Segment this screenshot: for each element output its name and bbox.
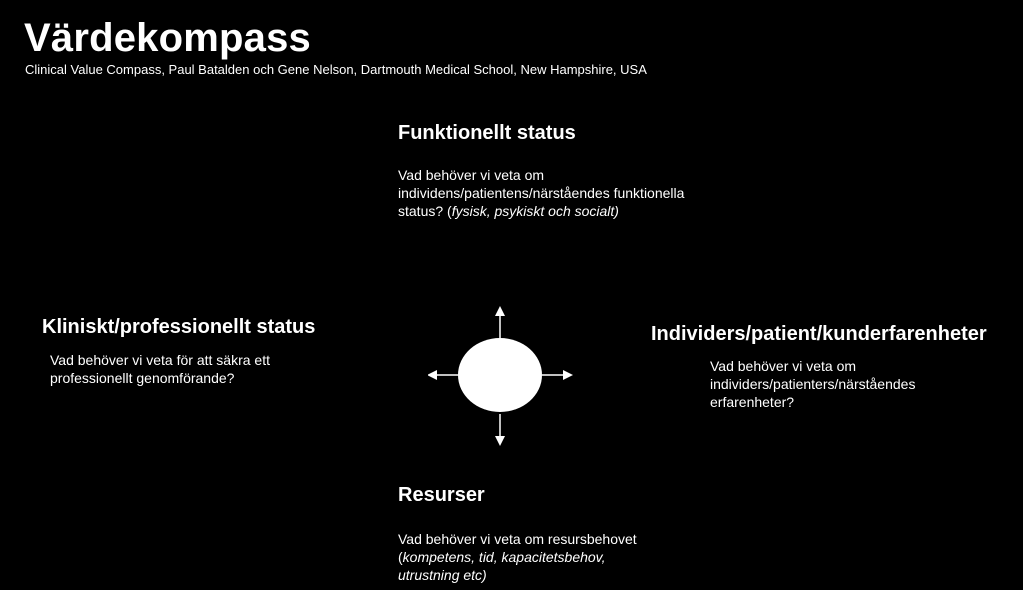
- functional-status-line-1: Vad behöver vi veta om: [398, 167, 545, 183]
- compass-graphic: [428, 306, 573, 446]
- functional-status-heading: Funktionellt status: [398, 122, 576, 144]
- functional-status-line-3-plain: status? (: [398, 203, 452, 219]
- compass-center-ellipse: [458, 338, 542, 412]
- functional-status-description: [398, 166, 738, 220]
- resources-line-3: [398, 566, 658, 584]
- clinical-status-line-1: Vad behöver vi veta för att säkra ett: [50, 352, 270, 368]
- clinical-status-heading: Kliniskt/professionellt status: [42, 316, 316, 338]
- clinical-status-description: [50, 351, 310, 387]
- experiences-line-3: erfarenheter?: [710, 394, 795, 410]
- functional-status-line-2: individens/patientens/närståendes funktionella: [398, 185, 685, 201]
- functional-status-line-3-italic: fysisk, psykiskt och socialt): [451, 203, 619, 219]
- resources-line-2-italic: kompetens, tid, kapacitetsbehov,: [402, 549, 606, 565]
- functional-status-line-3: [398, 202, 738, 220]
- page-subtitle: Clinical Value Compass, Paul Batalden och Gene Nelson, Dartmouth Medical School, New Hampshire, USA: [25, 62, 647, 77]
- experiences-heading: Individers/patient/kunderfarenheter: [651, 323, 987, 345]
- resources-line-2-plain: (: [398, 549, 403, 565]
- resources-heading: Resurser: [398, 484, 485, 506]
- resources-description: [398, 530, 658, 584]
- resources-line-3-italic: utrustning etc): [398, 567, 487, 583]
- resources-line-1: Vad behöver vi veta om resursbehovet: [398, 531, 637, 547]
- page-title: Värdekompass: [24, 16, 311, 60]
- clinical-status-line-2: professionellt genomförande?: [50, 370, 235, 386]
- experiences-line-1: Vad behöver vi veta om: [710, 358, 857, 374]
- experiences-line-2: individers/patienters/närståendes: [710, 376, 916, 392]
- experiences-description: [710, 357, 970, 411]
- resources-line-2: [398, 548, 658, 566]
